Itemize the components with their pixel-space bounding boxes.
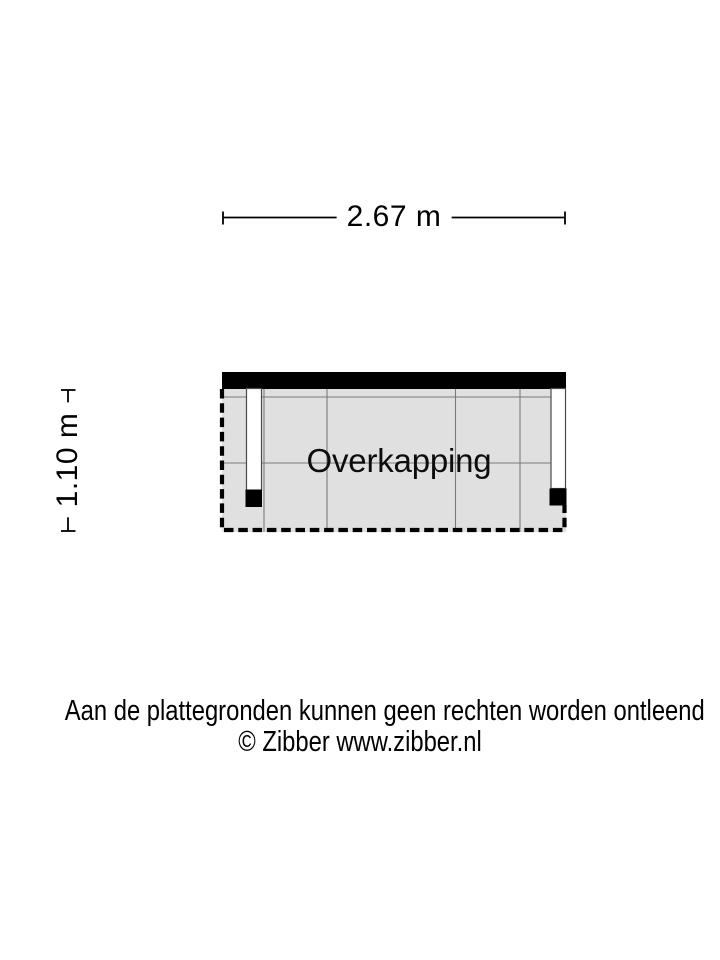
footer [0,696,720,757]
post-left [247,389,262,491]
post-right-footing [550,489,567,506]
dimension-width-label: 2.67 m [337,200,452,234]
room-label: Overkapping [306,442,492,479]
disclaimer-text: Aan de plattegronden kunnen geen rechten worden ontleend [64,695,705,727]
dimension-height-label: 1.10 m [51,403,85,518]
top-wall [222,372,566,389]
post-left-footing [246,490,263,508]
post-right [551,389,566,489]
credit-text: © Zibber www.zibber.nl [238,725,482,758]
